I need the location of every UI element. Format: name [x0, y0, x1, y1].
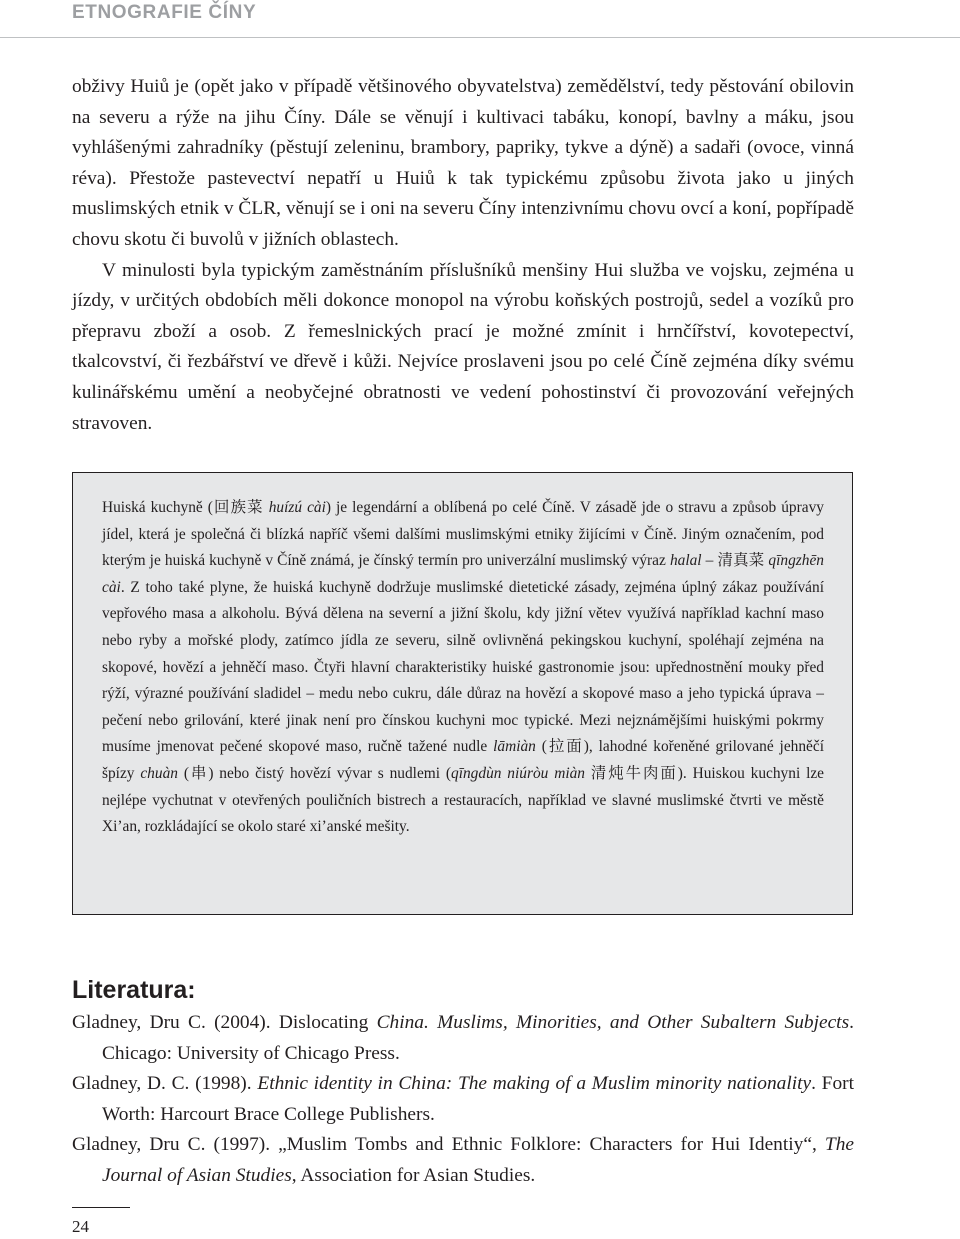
paragraph: V minulosti byla typickým zaměstnáním příslušníků menšiny Hui služba ve vojsku, zejména u jízdy, v určitých obdobích měli dokonce monopol na výrobu koňských postrojů, sedel a vozíků pro přepravu zboží a osob. Z řemeslnických prací je možné zmínit i hrnčířství, kovotepectví, tkalcovství, či řezbářství ve dřevě i kůži. Nejvíce proslaveni jsou po celé Číně zejména díky svému kulinářskému umění a neobyčejné obratnosti ve vedení pohostinství či provozování veřejných stravoven. — [72, 259, 854, 434]
paragraph: obživy Huiů je (opět jako v případě většinového obyvatelstva) zemědělství, tedy pěstování obilovin na severu a rýže na jihu Číny. Dále se věnují i kultivaci tabáku, konopí, bavlny a máku, jsou vyhlášenými zahradníky (pěstují zeleninu, brambory, papriky, tykve a dýně) a sadaři (ovoce, vinná réva). Přestože pastevectví nepatří u Huiů k tak typickému způsobu života jako u jiných muslimských etnik v ČLR, věnují se i oni na severu Číny intenzivnímu chovu ovcí a koní, popřípadě chovu skotu či buvolů v jižních oblastech. — [72, 76, 854, 250]
reference-text: Gladney, D. C. (1998). — [72, 1073, 258, 1095]
reference-list — [72, 1008, 854, 1192]
header-divider — [0, 37, 960, 38]
infobox-text-run: 清炖牛肉面). Huiskou kuchyni lze nejlépe vychutnat v otevřených pouličních bistrech a restauracích, například ve slavné muslimské čtvrti ve městě Xi’an, rozkládající se okolo staré xi’anské mešity. — [102, 764, 825, 836]
infobox-term: halal — [669, 552, 702, 570]
reference-text: Gladney, Dru C. (1997). „Muslim Tombs and Ethnic Folklore: Characters for Hui Identiy“, — [72, 1134, 825, 1156]
running-header: ETNOGRAFIE ČÍNY — [72, 2, 257, 23]
infobox-text — [102, 495, 824, 841]
page-number: 24 — [72, 1217, 89, 1236]
infobox-pinyin: chuàn — [140, 764, 178, 782]
reference-text: , Association for Asian Studies. — [291, 1164, 536, 1186]
reference-item — [72, 1130, 854, 1191]
infobox-pinyin: qīngdùn niúròu miàn — [451, 764, 585, 782]
footer-divider — [72, 1207, 130, 1208]
infobox-pinyin: lāmiàn — [493, 738, 536, 756]
reference-text: . Fort Worth: Harcourt Brace College Publishers. — [102, 1073, 855, 1125]
infobox-text-run: ) je legendární a oblíbená po celé Číně. V zásadě jde o stravu a způsob úpravy jídel, která je společná či blízká napříč všemi dalšími muslimskými etniky žijícími v Číně. Jiným označením, pod kterým je huiská kuchyně v Číně známá, je čínský termín pro univerzální muslimský výraz — [102, 499, 824, 570]
infobox-text-run: (串) nebo čistý hovězí vývar s nudlemi ( — [177, 764, 452, 782]
infobox-text-run: (拉面), lahodné kořeněné grilované jehněčí špízy — [102, 738, 824, 782]
reference-title: China. Muslims, Minorities, and Other Subaltern Subjects — [376, 1012, 850, 1033]
reference-title: The Journal of Asian Studies — [102, 1134, 854, 1186]
cuisine-infobox — [72, 472, 853, 915]
literature-heading: Literatura: — [72, 976, 196, 1004]
infobox-pinyin: huízú cài — [268, 499, 326, 516]
main-text — [72, 72, 854, 439]
reference-text: . Chicago: University of Chicago Press. — [102, 1012, 854, 1064]
reference-item — [72, 1069, 854, 1130]
infobox-pinyin: qīngzhēn cài — [102, 552, 824, 596]
reference-item — [72, 1008, 854, 1069]
reference-text: Gladney, Dru C. (2004). Dislocating — [72, 1012, 377, 1033]
reference-title: Ethnic identity in China: The making of a Muslim minority nationality — [257, 1073, 812, 1095]
infobox-text-run: – 清真菜 — [701, 552, 769, 570]
infobox-text-run: Huiská kuchyně (回族菜 — [102, 499, 269, 516]
infobox-text-run: . Z toho také plyne, že huiská kuchyně dodržuje muslimské dietetické zásady, zejména úplný zákaz používání vepřového masa a alkoholu. Bývá dělena na severní a jižní školu, kdy jižní větev využívá například kachní maso nebo ryby a mořské plody, zatímco jídla ze severu, silně ovlivněná pekingskou kuchyní, spoléhají zejména na skopové, hovězí a jehněčí maso. Čtyři hlavní charakteristiky huiské gastronomie jsou: upřednostnění mouky před rýží, výrazné používání sladidel – medu nebo cukru, dále důraz na hovězí a skopové maso a jeho typická úprava – pečení nebo grilování, které jinak není pro čínskou kuchyni moc typické. Mezi nejznámějšími huiskými pokrmy musíme jmenovat pečené skopové maso, ručně tažené nudle — [102, 578, 824, 756]
